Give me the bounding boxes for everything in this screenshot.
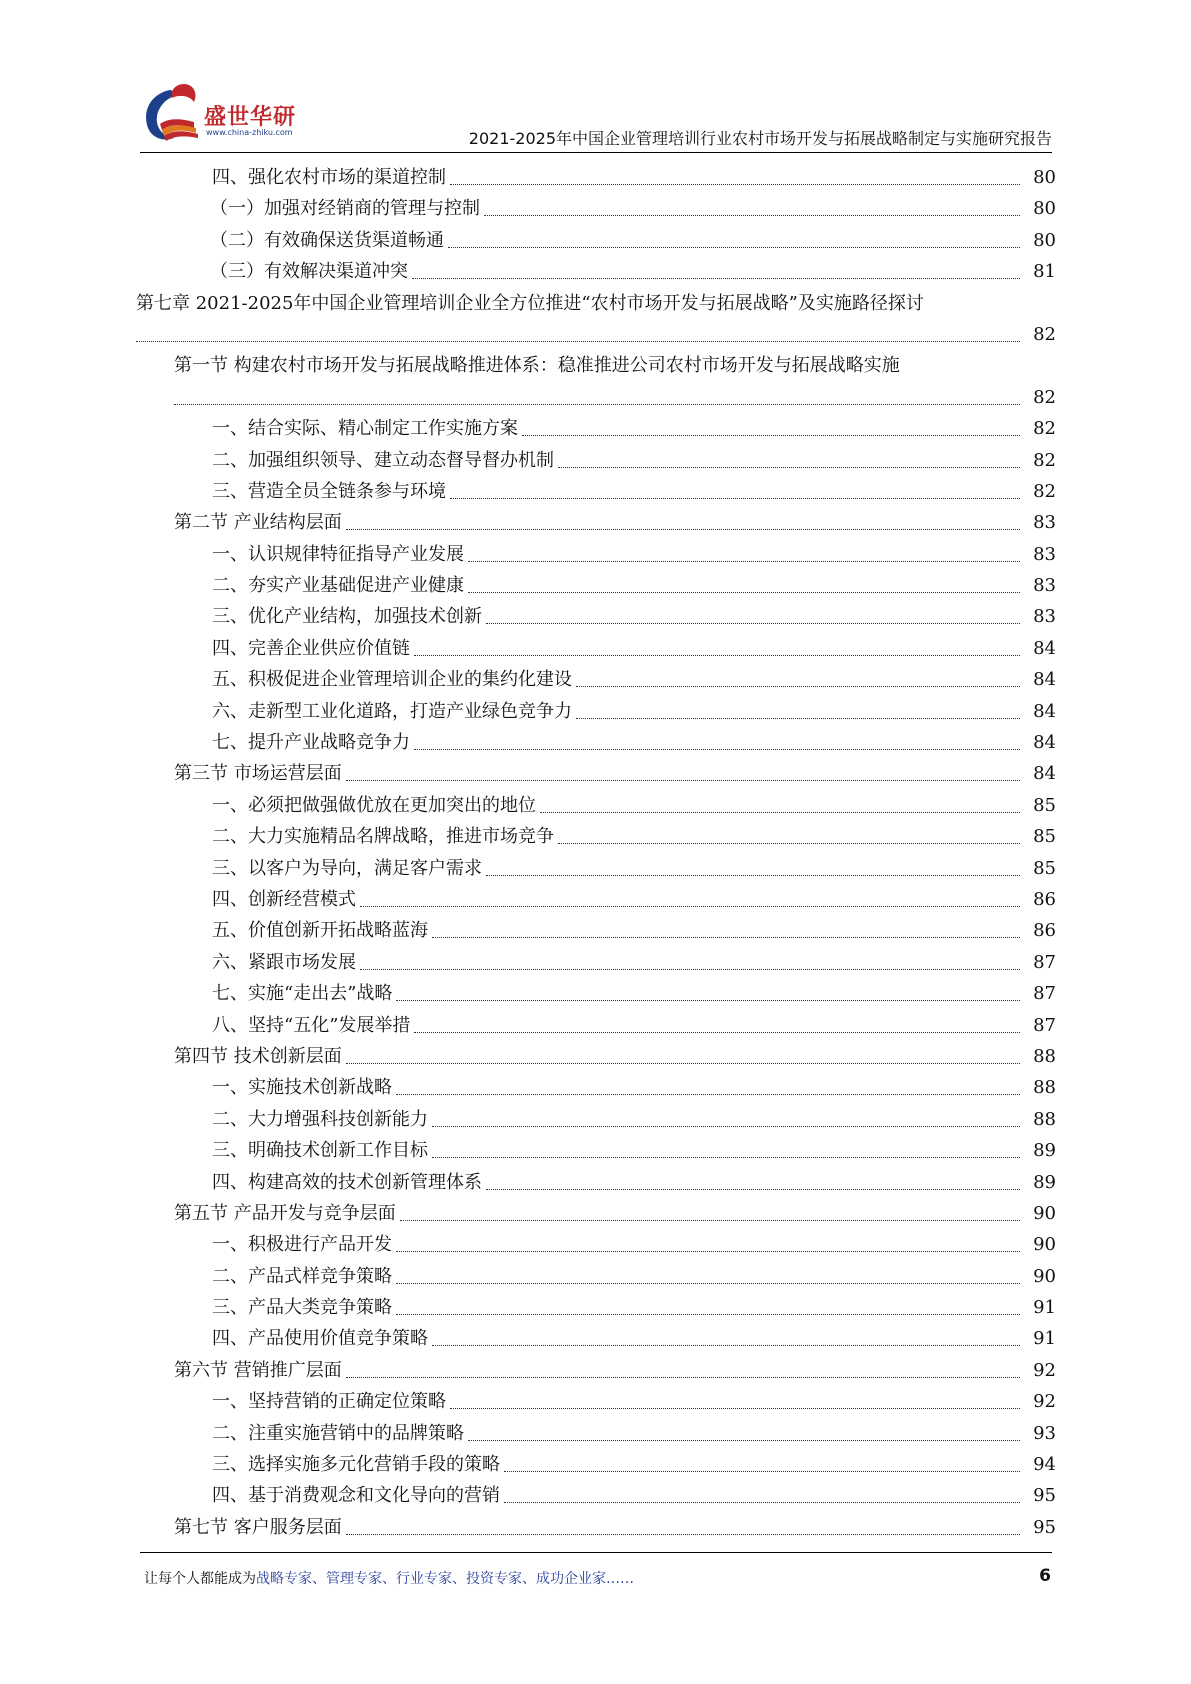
brand-logo [140, 78, 310, 148]
toc-page-number: 90 [1033, 1202, 1056, 1224]
toc-leader [412, 256, 1020, 279]
toc-chapter-title: 第七章 2021-2025年中国企业管理培训企业全方位推进“农村市场开发与拓展战略”及实施路径探讨 [136, 292, 924, 314]
toc-entry-title: 二、产品式样竞争策略 [212, 1265, 392, 1287]
toc-leader [346, 1355, 1020, 1378]
toc-entry-title: 三、明确技术创新工作目标 [212, 1140, 428, 1162]
toc-leader [400, 1198, 1020, 1221]
toc-entry[interactable] [146, 256, 1056, 287]
toc-entry-title: 一、坚持营销的正确定位策略 [212, 1391, 446, 1413]
toc-leader [540, 790, 1020, 813]
toc-entry-title: （三）有效解决渠道冲突 [210, 261, 408, 283]
toc-page-number: 84 [1033, 732, 1056, 754]
toc-entry-title: 二、夯实产业基础促进产业健康 [212, 575, 464, 597]
toc-entry-title: 四、基于消费观念和文化导向的营销 [212, 1485, 500, 1507]
toc-leader [396, 1229, 1020, 1252]
footer-highlight: 战略专家、管理专家、行业专家、投资专家、成功企业家…… [256, 1571, 634, 1587]
toc-entry-title: 四、强化农村市场的渠道控制 [212, 167, 446, 188]
toc-leader [136, 319, 1020, 342]
toc-leader [486, 601, 1020, 624]
toc-page-number: 85 [1033, 826, 1056, 848]
toc-entry[interactable] [146, 1292, 1056, 1323]
toc-section[interactable] [146, 350, 1056, 413]
toc-leader [360, 884, 1020, 907]
toc-leader [522, 413, 1020, 436]
toc-page-number: 83 [1033, 575, 1056, 597]
toc-entry-title: 四、产品使用价值竞争策略 [212, 1328, 428, 1350]
toc-entry[interactable] [146, 1512, 1056, 1543]
toc-leader [486, 1167, 1020, 1190]
toc-page-number: 80 [1033, 229, 1056, 251]
toc-page-number: 81 [1033, 261, 1056, 283]
toc-entry[interactable] [146, 193, 1056, 224]
toc-page-number: 80 [1033, 167, 1056, 188]
toc-entry[interactable] [146, 727, 1056, 758]
toc-entry-title: （一）加强对经销商的管理与控制 [210, 198, 480, 220]
toc-leader [346, 507, 1020, 530]
toc-entry-title: 一、认识规律特征指导产业发展 [212, 543, 464, 565]
toc-page-number: 87 [1033, 1014, 1056, 1036]
toc-leader [346, 1512, 1020, 1535]
toc-page-number: 90 [1033, 1234, 1056, 1256]
toc-leader [396, 978, 1020, 1001]
toc-leader [414, 633, 1020, 656]
toc-entry-title: 二、大力增强科技创新能力 [212, 1108, 428, 1130]
toc-entry-title: 第二节 产业结构层面 [174, 512, 342, 534]
toc-entry-title: 三、选择实施多元化营销手段的策略 [212, 1454, 500, 1476]
toc-leader [432, 1104, 1020, 1127]
toc-entry[interactable] [146, 915, 1056, 946]
toc-leader [396, 1072, 1020, 1095]
toc-entry[interactable] [146, 1449, 1056, 1480]
toc-entry[interactable] [146, 1010, 1056, 1041]
toc-entry-title: 三、以客户为导向，满足客户需求 [212, 857, 482, 879]
footer-prefix: 让每个人都能成为 [144, 1571, 256, 1587]
toc-page-number: 85 [1033, 794, 1056, 816]
toc-entry[interactable] [146, 570, 1056, 601]
toc-entry[interactable] [146, 1072, 1056, 1103]
toc-leader [346, 758, 1020, 781]
brand-name: 盛世华研 [204, 105, 297, 130]
toc-leader [432, 915, 1020, 938]
toc-entry[interactable] [146, 1167, 1056, 1198]
toc-entry[interactable] [146, 790, 1056, 821]
toc-leader [468, 539, 1020, 562]
toc-leader [486, 853, 1020, 876]
toc-entry[interactable] [146, 821, 1056, 852]
toc-entry[interactable] [146, 162, 1056, 193]
toc-page-number: 88 [1033, 1108, 1056, 1130]
toc-entry-title: 七、实施“走出去”战略 [212, 983, 393, 1005]
toc-entry[interactable] [146, 696, 1056, 727]
toc-page-number: 91 [1033, 1297, 1056, 1319]
toc-page-number: 84 [1033, 763, 1056, 785]
toc-page-number: 95 [1033, 1485, 1056, 1507]
toc-page-number: 83 [1033, 512, 1056, 534]
toc-leader [504, 1480, 1020, 1503]
toc-page-number: 93 [1033, 1422, 1056, 1444]
toc-entry-title: 一、实施技术创新战略 [212, 1077, 392, 1099]
toc-page-number: 88 [1033, 1045, 1056, 1067]
toc-page-number: 86 [1033, 888, 1056, 910]
toc-entry-title: 三、优化产业结构，加强技术创新 [212, 606, 482, 628]
toc-leader [174, 382, 1020, 405]
toc-entry-title: 三、营造全员全链条参与环境 [212, 480, 446, 502]
toc-page-number: 86 [1033, 920, 1056, 942]
toc-entry-title: 一、结合实际、精心制定工作实施方案 [212, 418, 518, 440]
page-number: 6 [1039, 1566, 1051, 1586]
toc-leader [450, 162, 1020, 185]
toc-entry[interactable] [146, 884, 1056, 915]
toc-page-number: 82 [1033, 480, 1056, 502]
toc-page-number: 92 [1033, 1391, 1056, 1413]
toc-entry-title: 四、完善企业供应价值链 [212, 637, 410, 659]
toc-entry-title: 四、构建高效的技术创新管理体系 [212, 1171, 482, 1193]
toc-page-number: 91 [1033, 1328, 1056, 1350]
toc-page-number: 80 [1033, 198, 1056, 220]
toc-page-number: 90 [1033, 1265, 1056, 1287]
toc-entry[interactable] [146, 978, 1056, 1009]
toc-leader [396, 1261, 1020, 1284]
toc-page-number: 82 [1033, 386, 1056, 408]
toc-entry-title: 三、产品大类竞争策略 [212, 1297, 392, 1319]
toc-entry[interactable] [146, 853, 1056, 884]
toc-entry[interactable] [146, 1480, 1056, 1511]
toc-page-number: 89 [1033, 1171, 1056, 1193]
brand-url: www.china-zhiku.com [206, 128, 293, 137]
toc-page-number: 87 [1033, 983, 1056, 1005]
toc-leader [448, 225, 1020, 248]
toc-page-number: 85 [1033, 857, 1056, 879]
toc-page-number: 84 [1033, 669, 1056, 691]
toc-leader [558, 821, 1020, 844]
toc-entry[interactable] [146, 1198, 1056, 1229]
footer-divider [140, 1552, 1052, 1553]
toc-page-number: 92 [1033, 1359, 1056, 1381]
toc-leader [576, 696, 1020, 719]
toc-leader [576, 664, 1020, 687]
toc-entry[interactable] [146, 539, 1056, 570]
toc-entry[interactable] [146, 445, 1056, 476]
toc-entry-title: 二、注重实施营销中的品牌策略 [212, 1422, 464, 1444]
toc-entry-title: 一、积极进行产品开发 [212, 1234, 392, 1256]
toc-leader [450, 1386, 1020, 1409]
toc-leader [468, 1418, 1020, 1441]
toc-entry[interactable] [146, 1355, 1056, 1386]
toc-entry-title: 第三节 市场运营层面 [174, 763, 342, 785]
toc-entry-title: 第五节 产品开发与竞争层面 [174, 1202, 396, 1224]
toc-entry-title: （二）有效确保送货渠道畅通 [210, 229, 444, 251]
toc-entry[interactable] [146, 1261, 1056, 1292]
toc-leader [450, 476, 1020, 499]
toc-entry[interactable] [146, 1229, 1056, 1260]
toc-page-number: 88 [1033, 1077, 1056, 1099]
toc-page-number: 82 [1033, 323, 1056, 345]
toc-leader [396, 1292, 1020, 1315]
toc-entry-title: 七、提升产业战略竞争力 [212, 732, 410, 754]
footer-slogan [144, 1568, 634, 1588]
toc-leader [346, 1041, 1020, 1064]
toc-page-number: 94 [1033, 1454, 1056, 1476]
toc-entry[interactable] [146, 1418, 1056, 1449]
toc-entry-title: 六、走新型工业化道路，打造产业绿色竞争力 [212, 700, 572, 722]
toc-entry[interactable] [146, 947, 1056, 978]
toc-entry[interactable] [146, 225, 1056, 256]
toc-entry[interactable] [146, 1104, 1056, 1135]
toc-leader [558, 445, 1020, 468]
toc-entry[interactable] [146, 507, 1056, 538]
table-of-contents [136, 162, 1056, 1543]
toc-page-number: 82 [1033, 418, 1056, 440]
toc-page-number: 95 [1033, 1516, 1056, 1538]
toc-leader [504, 1449, 1020, 1472]
toc-page-number: 89 [1033, 1140, 1056, 1162]
toc-entry-title: 六、紧跟市场发展 [212, 951, 356, 973]
toc-leader [432, 1135, 1020, 1158]
document-title: 2021-2025年中国企业管理培训行业农村市场开发与拓展战略制定与实施研究报告 [468, 129, 1052, 148]
toc-entry[interactable] [146, 664, 1056, 695]
toc-entry-title: 四、创新经营模式 [212, 888, 356, 910]
toc-entry[interactable] [146, 1041, 1056, 1072]
toc-leader [414, 727, 1020, 750]
toc-entry[interactable] [146, 476, 1056, 507]
toc-entry-title: 一、必须把做强做优放在更加突出的地位 [212, 794, 536, 816]
toc-entry[interactable] [146, 601, 1056, 632]
toc-page-number: 87 [1033, 951, 1056, 973]
toc-page-number: 82 [1033, 449, 1056, 471]
toc-leader [360, 947, 1020, 970]
toc-leader [484, 193, 1020, 216]
toc-entry-title: 第六节 营销推广层面 [174, 1359, 342, 1381]
toc-entry-title: 五、积极促进企业管理培训企业的集约化建设 [212, 669, 572, 691]
toc-entry[interactable] [146, 1323, 1056, 1354]
toc-page-number: 83 [1033, 543, 1056, 565]
toc-entry-title: 二、大力实施精品名牌战略，推进市场竞争 [212, 826, 554, 848]
page-header [140, 78, 1052, 153]
toc-entry[interactable] [146, 758, 1056, 789]
toc-leader [468, 570, 1020, 593]
logo-emblem-icon [140, 78, 206, 148]
toc-entry-title: 五、价值创新开拓战略蓝海 [212, 920, 428, 942]
toc-entry[interactable] [146, 1386, 1056, 1417]
toc-entry-title: 二、加强组织领导、建立动态督导督办机制 [212, 449, 554, 471]
toc-page-number: 84 [1033, 700, 1056, 722]
toc-entry-title: 第四节 技术创新层面 [174, 1045, 342, 1067]
toc-entry[interactable] [146, 633, 1056, 664]
toc-entry[interactable] [146, 413, 1056, 444]
toc-chapter[interactable] [136, 288, 1056, 351]
toc-page-number: 84 [1033, 637, 1056, 659]
toc-leader [414, 1010, 1020, 1033]
toc-leader [432, 1323, 1020, 1346]
toc-entry[interactable] [146, 1135, 1056, 1166]
toc-page-number: 83 [1033, 606, 1056, 628]
toc-section-title: 第一节 构建农村市场开发与拓展战略推进体系：稳准推进公司农村市场开发与拓展战略实施 [174, 355, 900, 377]
toc-entry-title: 八、坚持“五化”发展举措 [212, 1014, 411, 1036]
toc-entry-title: 第七节 客户服务层面 [174, 1516, 342, 1538]
